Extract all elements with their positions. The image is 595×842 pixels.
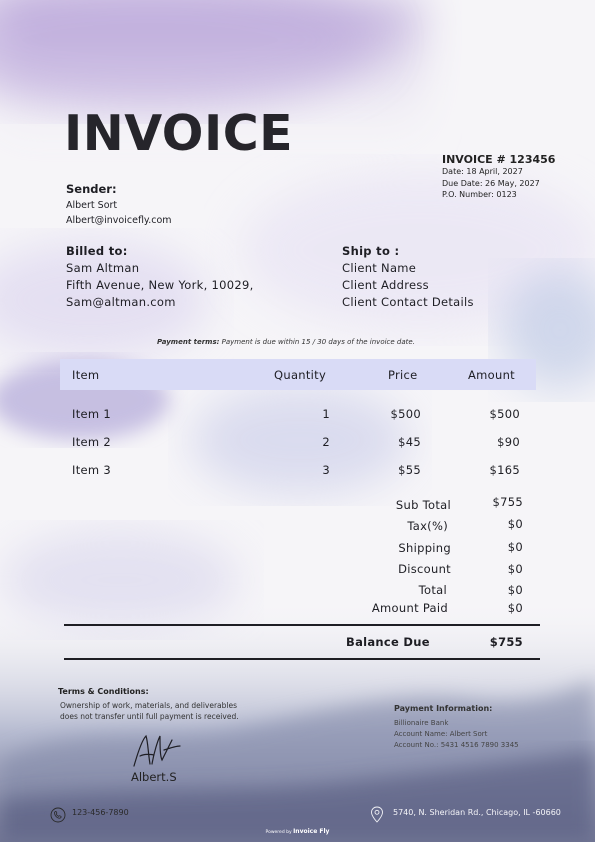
shipping-value: $0 (507, 540, 523, 554)
billed-to-email: Sam@altman.com (66, 295, 176, 309)
terms-block (58, 686, 239, 723)
divider-top (64, 624, 540, 626)
sender-email: Albert@invoicefly.com (66, 215, 172, 226)
sender-block (66, 182, 172, 228)
amount-paid-label: Amount Paid (371, 601, 448, 615)
invoice-title: INVOICE (64, 105, 294, 162)
total-value: $0 (507, 583, 523, 597)
terms-line-1: Ownership of work, materials, and deliverables (60, 700, 238, 710)
ship-to-block (342, 243, 474, 311)
row-1-quantity: 1 (322, 407, 330, 421)
subtotal-value: $755 (492, 495, 523, 509)
ship-to-name: Client Name (342, 261, 417, 275)
discount-value: $0 (507, 562, 523, 576)
phone-icon (50, 807, 66, 823)
header-quantity: Quantity (274, 368, 327, 382)
payment-bank: Billionaire Bank (394, 719, 449, 727)
sender-label: Sender: (66, 182, 117, 196)
payment-account-no: Account No.: 5431 4516 7890 3345 (394, 741, 519, 749)
header-amount: Amount (468, 368, 515, 382)
footer-phone: 123-456-7890 (72, 808, 129, 817)
row-3-quantity: 3 (322, 463, 330, 477)
shipping-label: Shipping (398, 541, 451, 555)
invoice-due-date: Due Date: 26 May, 2027 (442, 178, 540, 188)
footer-address: 5740, N. Sheridan Rd., Chicago, IL -60660 (393, 808, 561, 817)
row-2-amount: $90 (497, 435, 520, 449)
tax-value: $0 (507, 517, 523, 531)
powered-brand: Invoice Fly (293, 828, 330, 835)
row-1-amount: $500 (489, 407, 520, 421)
invoice-po-number: P.O. Number: 0123 (442, 190, 517, 199)
divider-bottom (64, 658, 540, 660)
powered-by (0, 828, 595, 835)
billed-to-address: Fifth Avenue, New York, 10029, (66, 278, 254, 292)
total-label: Total (418, 583, 447, 597)
invoice-date: Date: 18 April, 2027 (442, 167, 523, 176)
payment-info-block (394, 703, 519, 751)
payment-terms-text: Payment is due within 15 / 30 days of the invoice date. (219, 338, 415, 346)
billed-to-name: Sam Altman (66, 261, 140, 275)
payment-terms (0, 338, 572, 346)
terms-line-2: does not transfer until full payment is received. (60, 712, 239, 721)
powered-prefix: Powered by (265, 830, 292, 835)
row-1-item: Item 1 (72, 407, 111, 421)
invoice-number: INVOICE # 123456 (442, 153, 556, 166)
row-2-price: $45 (398, 435, 421, 449)
amount-paid-value: $0 (507, 601, 523, 615)
billed-to-block (66, 243, 254, 311)
signature-image (128, 730, 188, 772)
row-2-item: Item 2 (72, 435, 111, 449)
ship-to-contact: Client Contact Details (342, 295, 474, 309)
payment-account-name: Account Name: Albert Sort (394, 730, 488, 738)
ship-to-label: Ship to : (342, 244, 400, 258)
balance-due-value: $755 (489, 635, 523, 649)
tax-label: Tax(%) (407, 519, 448, 533)
header-item: Item (72, 368, 100, 382)
row-2-quantity: 2 (322, 435, 330, 449)
row-3-amount: $165 (489, 463, 520, 477)
payment-terms-label: Payment terms: (157, 338, 220, 346)
discount-label: Discount (398, 562, 451, 576)
row-1-price: $500 (390, 407, 421, 421)
location-pin-icon (370, 806, 384, 823)
balance-due-label: Balance Due (346, 635, 430, 649)
payment-info-label: Payment Information: (394, 704, 493, 713)
signature-name: Albert.S (131, 770, 177, 784)
row-3-item: Item 3 (72, 463, 111, 477)
sender-name: Albert Sort (66, 200, 118, 211)
ship-to-address: Client Address (342, 278, 429, 292)
header-price: Price (388, 368, 418, 382)
invoice-meta (442, 153, 555, 201)
terms-label: Terms & Conditions: (58, 687, 149, 696)
row-3-price: $55 (398, 463, 421, 477)
billed-to-label: Billed to: (66, 244, 128, 258)
subtotal-label: Sub Total (395, 498, 451, 512)
